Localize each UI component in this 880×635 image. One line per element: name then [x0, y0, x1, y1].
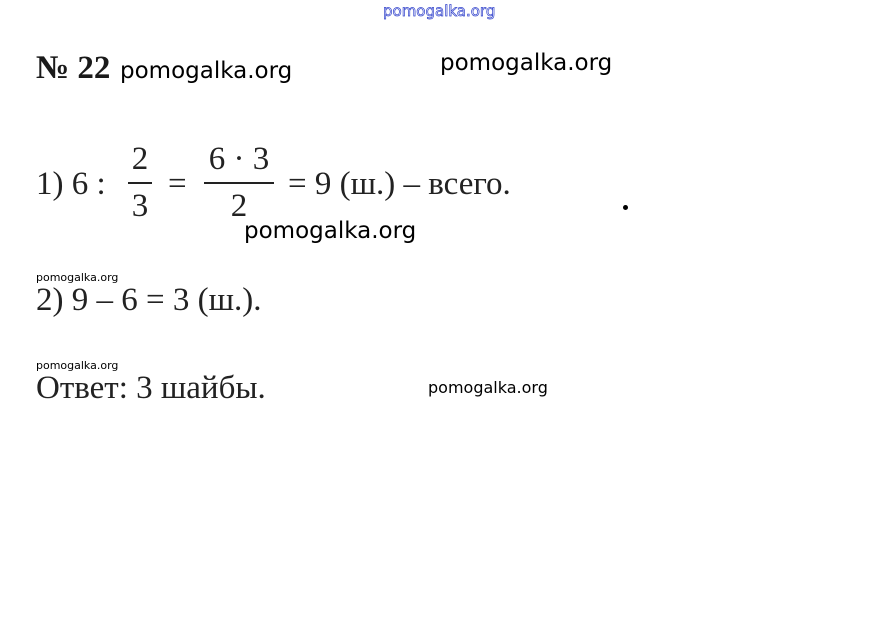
watermark-header: pomogalka.org [120, 58, 293, 84]
problem-number: № 22 [36, 50, 111, 86]
watermark-mid: pomogalka.org [244, 218, 417, 244]
fraction-six-times-three-over-two [204, 143, 274, 223]
watermark-answer-right: pomogalka.org [428, 378, 548, 397]
step1-result: = 9 (ш.) – всего. [288, 166, 511, 202]
fraction-numerator: 6 · 3 [208, 141, 270, 177]
watermark-small-1: pomogalka.org [36, 271, 119, 284]
step2-text: 2) 9 – 6 = 3 (ш.). [36, 282, 262, 318]
watermark-small-2: pomogalka.org [36, 359, 119, 372]
step1-prefix: 1) 6 : [36, 166, 106, 202]
fraction-two-thirds [128, 143, 152, 223]
fraction-denominator: 3 [131, 188, 149, 224]
fraction-denominator: 2 [230, 188, 248, 224]
answer-text: Ответ: 3 шайбы. [36, 370, 266, 406]
equals-sign: = [168, 166, 187, 202]
watermark-top: pomogalka.org [383, 2, 496, 20]
fraction-bar [128, 182, 152, 184]
watermark-header-right: pomogalka.org [440, 50, 613, 76]
fraction-numerator: 2 [131, 141, 149, 177]
fraction-bar [204, 182, 274, 184]
stray-dot [623, 205, 628, 210]
